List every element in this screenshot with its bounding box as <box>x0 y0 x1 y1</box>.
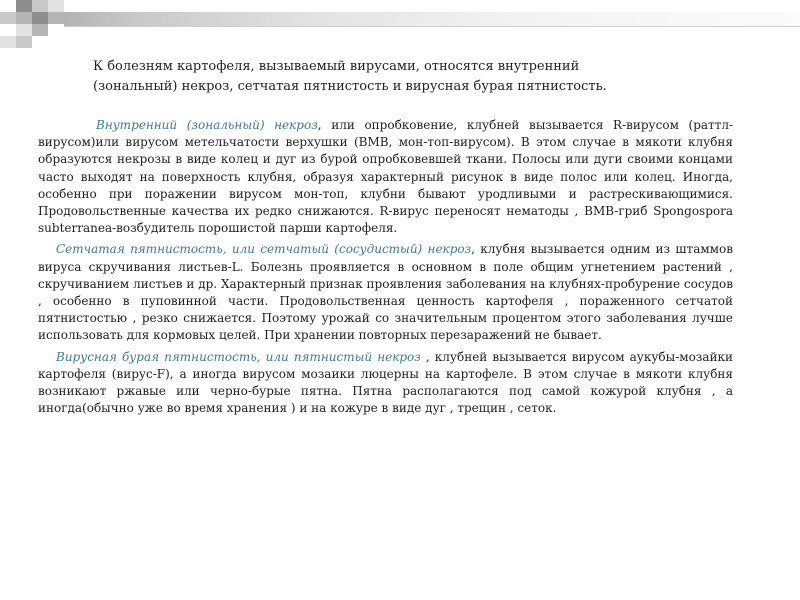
paragraph-brown-spot <box>38 349 733 418</box>
term-net-necrosis: Сетчатая пятнистость, или сетчатый (сосудистый) некроз <box>56 242 472 257</box>
intro-line-1: К болезням картофеля, вызываемый вирусами, относятся внутренний <box>93 59 580 74</box>
paragraph-text: , клубня вызывается одним из штаммов вируса скручивания листьев-L. Болезнь проявляется в основном в поле общим угнетением растений , скручиванием листьев и др. Характерный признак проявления заболевания на клубнях-пробурение сосудов , особенно в пуповинной части. Продовольственная ценность картофеля , пораженного сетчатой пятнистостью , резко снижается. Поэтому урожай со значительным процентом этого заболевания лучше использовать для кормовых целей. При хранении повторных перезаражений не бывает. <box>38 242 733 343</box>
slide-decoration-bar <box>64 12 800 26</box>
intro-line-2: (зональный) некроз, сетчатая пятнистость и вирусная бурая пятнистость. <box>93 79 607 94</box>
term-brown-spot: Вирусная бурая пятнистость, или пятнистый некроз <box>56 349 421 364</box>
body-text <box>38 117 733 421</box>
paragraph-text: , или опробковение, клубней вызывается R-вирусом (раттл-вирусом)или вирусом метельчатости верхушки (BMB, мон-топ-вирусом). В этом случае в мякоти клубня образуются некрозы в виде колец и дуг из бурой опробковевшей ткани. Полосы или дуги своими концами часто выходят на поверхность клубня, образуя характерный рисунок в виде полос или колец. Иногда, особенно при поражении вирусом мон-топ, клубни бывают уродливыми и растрескивающимися. Продовольственные качества их редко снижаются. R-вирус переносят нематоды , BMB-гриб Spongospora subterranea-возбудитель порошистой парши картофеля. <box>38 118 733 236</box>
slide-decoration-checker <box>0 0 64 48</box>
paragraph-internal-necrosis <box>38 117 733 237</box>
term-internal-necrosis: Внутренний (зональный) некроз <box>96 118 318 132</box>
paragraph-net-necrosis <box>38 241 733 344</box>
paragraph-text: , клубней вызывается вирусом аукубы-мозайки картофеля (вирус-F), а иногда вирусом мозаики люцерны на картофеле. В этом случае в мякоти клубня возникают ржавые или черно-бурые пятна. Пятна располагаются под самой кожурой клубня , а иногда(обычно уже во время хранения ) и на кожуре в виде дуг , трещин , сеток. <box>38 349 733 416</box>
intro-text <box>93 57 733 97</box>
